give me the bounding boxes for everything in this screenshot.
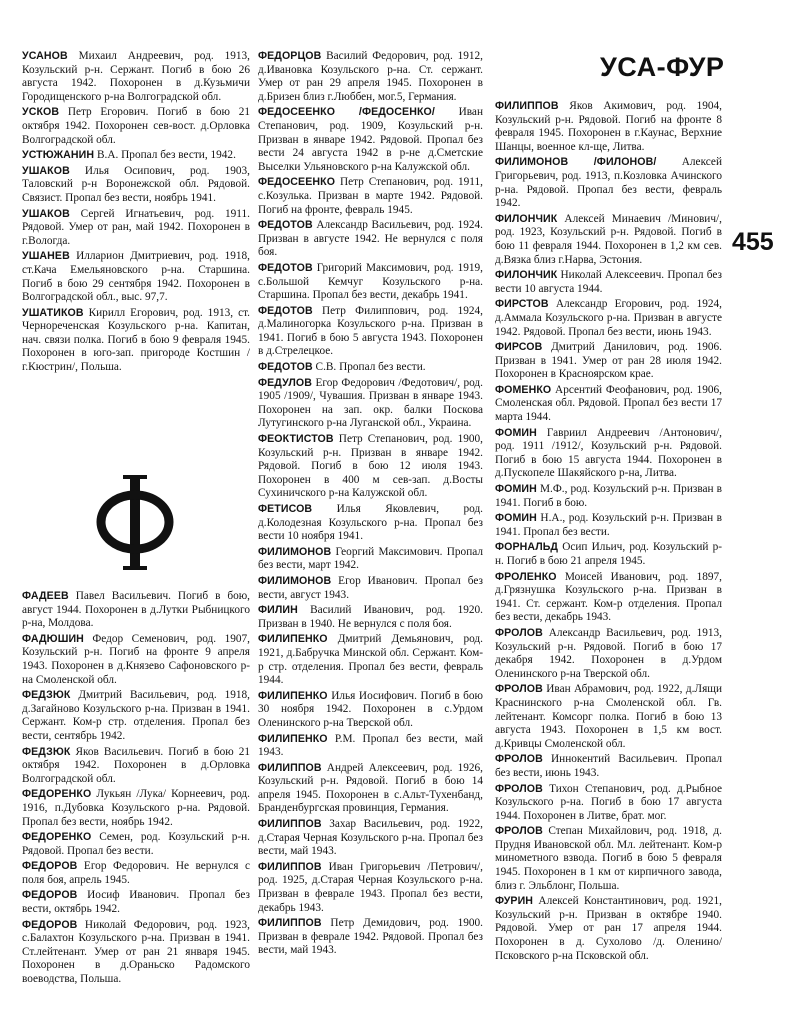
entry-surname: УШАКОВ — [22, 164, 70, 177]
entry-details: Андрей Алексеевич, род. 1926, Козульский р-н. Рядовой. Погиб в бою 14 апреля 1945. Похоронен в с.Альт-Тухенбанд, Бранденбургская провинция, Германия. — [258, 761, 483, 815]
entry-surname: ФИЛИППОВ — [258, 860, 322, 873]
entry — [495, 269, 722, 296]
entry-surname: ФЕДОТОВ — [258, 261, 313, 274]
entry-details: Василий Иванович, род. 1920. Призван в 1940. Не вернулся с поля боя. — [258, 604, 483, 630]
entry-details: Петр Филиппович, род. 1924, д.Малиногорка Козульского р-на. Призван в 1941. Погиб в бою 5 августа 1943. Похоронен в д.Стрелецкое. — [258, 304, 484, 358]
entry — [258, 50, 483, 104]
entry-details: Василий Федорович, род. 1912, д.Ивановка Козульского р-на. Ст. сержант. Умер от ран 29 апреля 1945. Похоронен в д.Бризен близ г.Люббен, мог.5, Германия. — [258, 50, 483, 103]
entry-details: Сергей Игнатьевич, род. 1911. Рядовой. Умер от ран, май 1942. Похоронен в г.Вологда. — [22, 207, 250, 247]
entry-details: Егор Федорович. Не вернулся с поля боя, апрель 1945. — [22, 860, 250, 886]
entry — [258, 106, 483, 174]
entry — [495, 571, 722, 625]
entry-surname: ФОМЕНКО — [495, 383, 552, 396]
entry-surname: ФЕДОТОВ — [258, 219, 313, 232]
entry — [258, 690, 483, 731]
entry-details: Семен, род. Козульский р-н. Рядовой. Пропал без вести. — [22, 831, 250, 857]
entry — [258, 305, 483, 359]
entry-surname: УШАНЕВ — [22, 250, 70, 263]
entry-surname: ФРОЛОВ — [495, 825, 543, 838]
entry-details: Р.М. Пропал без вести, май 1943. — [258, 732, 484, 759]
entry — [258, 604, 483, 631]
column-1-section-f — [22, 590, 250, 989]
entry-surname: ФЕОКТИСТОВ — [258, 433, 334, 446]
entry-surname: ФЕДОТОВ — [258, 361, 313, 374]
entry — [495, 753, 722, 780]
entry-details: Степан Михайлович, род. 1918, д. Прудня Ивановской обл. Мл. лейтенант. Ком-р минометного взвода. Погиб в бою 5 февраля 1945. Похоронен в 1 км от кирпичного завода, близ г. Эльблонг, Польша. — [495, 825, 722, 892]
entry-surname: ФИЛИН — [258, 604, 298, 617]
entry-surname: ФАДЮШИН — [22, 632, 84, 645]
entry-details: Федор Семенович, род. 1907, Козульский р-н. Погиб на фронте 9 апреля 1943. Похоронен в д.Князево Сафоновского р-на Смоленской обл. — [22, 632, 250, 686]
column-3 — [495, 100, 722, 965]
entry-surname: ФЕДЗЮК — [22, 689, 71, 702]
page-header-range: УСА-ФУР — [600, 52, 725, 82]
entry-surname: ФОМИН — [495, 426, 537, 439]
section-letter-ef — [95, 475, 175, 570]
entry — [258, 861, 483, 915]
entry — [22, 50, 250, 104]
entry-details: Егор Федорович /Федотович/, род. 1905 /1909/, Чувашия. Призван в январе 1943. Похоронен на зап. окр. балки Поскова Лутугинского р-на Луганской обл., Украина. — [258, 376, 483, 430]
entry-details: Георгий Максимович. Пропал без вести, март 1942. — [258, 545, 483, 572]
entry — [22, 831, 250, 858]
entry — [258, 433, 483, 501]
entry — [495, 427, 722, 481]
entry — [495, 213, 722, 267]
entry — [258, 762, 483, 816]
entry-details: Моисей Иванович, род. 1897, д.Грязнушка Козульского р-на. Призван в 1941. Ст. сержант. Ком-р отделения. Пропал без вести, декабрь 1943. — [495, 570, 722, 624]
entry-details: Григорий Максимович, род. 1919, с.Большой Кемчуг Козульского р-на. Старшина. Пропал без вести, декабрь 1941. — [258, 261, 483, 302]
entry — [22, 746, 250, 787]
entry-surname: ФИРСОВ — [495, 341, 543, 354]
entry — [22, 919, 250, 987]
entry-surname: ФОМИН — [495, 483, 537, 496]
entry-surname: ФЕДОРОВ — [22, 918, 78, 931]
entry-surname: ФЕДУЛОВ — [258, 376, 312, 389]
entry — [258, 176, 483, 217]
entry-details: Петр Егорович. Погиб в бою 21 октября 1942. Похоронен сев-вост. д.Орловка Волгоградской обл. — [22, 106, 250, 146]
entry-details: Петр Демидович, род. 1900. Призван в феврале 1942. Рядовой. Пропал без вести, май 1943. — [258, 917, 483, 957]
entry-surname: ФИЛИПЕНКО — [258, 732, 328, 745]
entry-surname: ФЕДОРОВ — [22, 889, 78, 902]
entry — [495, 298, 722, 339]
entry-surname: ФРОЛОВ — [495, 683, 543, 696]
entry-surname: ФИЛИМОНОВ — [258, 574, 332, 587]
entry — [258, 219, 483, 260]
entry-details: Павел Васильевич. Погиб в бою, август 1944. Похоронен в д.Лутки Рыбницкого р-на, Молдова. — [22, 590, 250, 630]
entry — [495, 627, 722, 681]
entry — [495, 483, 722, 510]
entry-surname: ФИЛИППОВ — [258, 917, 322, 930]
entry-surname: ФИЛИПЕНКО — [258, 633, 328, 646]
entry-surname: УШАКОВ — [22, 207, 70, 220]
entry — [495, 783, 722, 824]
entry — [495, 384, 722, 425]
entry-surname: ФИЛИППОВ — [258, 761, 322, 774]
entry-details: Михаил Андреевич, род. 1913, Козульский р-н. Сержант. Погиб в бою 26 августа 1942. Похоронен в д.Кузьмичи Городищенского р-на Волгоградской обл. — [22, 50, 250, 103]
entry — [495, 100, 722, 154]
entry-surname: ФРОЛОВ — [495, 782, 543, 795]
entry-surname: ФАДЕЕВ — [22, 590, 69, 602]
entry-surname: ФИЛИППОВ — [258, 818, 322, 831]
entry — [258, 633, 483, 687]
entry-details: Николай Алексеевич. Пропал без вести 10 августа 1944. — [495, 269, 722, 295]
entry-details: Александр Васильевич, род. 1913, Козульский р-н. Рядовой. Погиб в бою 17 декабря 1942. Похоронен в д.Урдом Оленинского р-на Тверской обл. — [495, 626, 722, 680]
entry-details: Иван Григорьевич /Петрович/, род. 1925, д.Старая Черная Козульского р-на. Призван в феврале 1943. Пропал без вести, декабрь 1943. — [258, 860, 484, 914]
entry-surname: ФЕТИСОВ — [258, 503, 313, 515]
entry — [495, 541, 722, 568]
entry — [22, 149, 250, 163]
entry — [258, 546, 483, 573]
entry-surname: УСТЮЖАНИН — [22, 149, 95, 162]
entry-surname: ФИЛИМОНОВ /ФИЛОНОВ/ — [495, 156, 657, 169]
entry-surname: ФОМИН — [495, 512, 537, 525]
column-2 — [258, 50, 483, 960]
entry-surname: ФЕДОСЕЕНКО /ФЕДОСЕНКО/ — [258, 106, 435, 119]
entry — [258, 733, 483, 760]
entry-details: Н.А., род. Козульский р-н. Призван в 1941. Пропал без вести. — [495, 512, 722, 538]
entry-details: С.В. Пропал без вести. — [315, 361, 426, 374]
entry-surname: ФЕДЗЮК — [22, 745, 71, 758]
page-number: 455 — [732, 228, 774, 256]
entry — [258, 503, 483, 544]
entry-details: Лукьян /Лука/ Корнеевич, род. 1916, п.Дубовка Козульского р-на. Рядовой. Пропал без вести, ноябрь 1942. — [22, 788, 250, 828]
entry-surname: ФИЛИППОВ — [495, 100, 559, 112]
entry-surname: ФИЛОНЧИК — [495, 269, 558, 282]
entry — [495, 895, 722, 963]
entry-details: Николай Федорович, род. 1923, с.Балахтон Козульского р-на. Призван в 1941. Ст.лейтенант. Умер от ран 21 января 1945. Похоронен в д.Ораньско Радомского воеводства, Польша. — [22, 918, 250, 986]
entry-surname: ФИЛОНЧИК — [495, 212, 558, 225]
entry — [258, 262, 483, 303]
entry-details: Иван Степанович, род. 1909, Козульский р-н. Призван в январе 1942. Рядовой. Пропал без вести 24 августа 1942 в р-не д.Сметские Выселки Ульяновского р-на Калужской обл. — [258, 106, 483, 173]
entry — [495, 683, 722, 751]
entry — [258, 575, 483, 602]
entry-details: Яков Акимович, род. 1904, Козульский р-н. Рядовой. Погиб на фронте 8 февраля 1945. Похоронен в г.Каунас, Верхние Шанцы, военное кл-ще, Литва. — [495, 100, 722, 153]
entry — [495, 825, 722, 893]
entry-details: Захар Васильевич, род. 1922, д.Старая Черная Козульского р-на. Пропал без вести, май 1943. — [258, 818, 483, 858]
entry — [258, 818, 483, 859]
entry-details: В.А. Пропал без вести, 1942. — [96, 149, 236, 162]
entry — [22, 633, 250, 687]
entry-surname: ФРОЛОВ — [495, 753, 543, 766]
entry — [22, 590, 250, 631]
entry-details: Арсентий Феофанович, род. 1906, Смоленская обл. Рядовой. Пропал без вести 17 марта 1944. — [495, 383, 722, 424]
entry-surname: ФЕДОРЕНКО — [22, 831, 92, 844]
entry-surname: ФОРНАЛЬД — [495, 541, 559, 554]
entry-surname: ФЕДОРОВ — [22, 860, 78, 873]
entry-details: Алексей Григорьевич, род. 1913, п.Козловка Ачинского р-на. Рядовой. Пропал без вести, февраль 1942. — [495, 156, 722, 210]
entry — [258, 917, 483, 958]
entry — [495, 156, 722, 210]
entry-surname: УШАТИКОВ — [22, 306, 84, 319]
entry-surname: ФРОЛОВ — [495, 626, 543, 639]
entry-surname: ФРОЛЕНКО — [495, 570, 557, 583]
entry-details: Дмитрий Данилович, род. 1906. Призван в 1941. Умер от ран 28 июля 1942. Похоронен в Красноярском крае. — [495, 341, 722, 381]
entry-details: Илларион Дмитриевич, род. 1918, ст.Кача Емельяновского р-на. Старшина. Погиб в бою 29 сентября 1942. Похоронен в Волгоградской обл., выс. 97,7. — [22, 250, 251, 304]
entry-details: Петр Степанович, род. 1911, с.Козулька. Призван в марте 1942. Рядовой. Погиб на фронте, февраль 1945. — [258, 176, 483, 216]
column-1 — [22, 50, 250, 377]
entry-details: Александр Васильевич, род. 1924. Призван в августе 1942. Не вернулся с поля боя. — [258, 219, 484, 259]
entry-details: Иван Абрамович, род. 1922, д.Лящи Краснинского р-на Смоленской обл. Гв. лейтенант. Комсорг полка. Погиб в бою 13 августа 1943. Похоронен в 1,5 км вост. д.Кривцы Смоленской обл. — [495, 683, 723, 750]
entry — [258, 361, 483, 375]
entry-details: М.Ф., род. Козульский р-н. Призван в 1941. Погиб в бою. — [495, 483, 722, 509]
entry-surname: ФИЛИМОНОВ — [258, 545, 332, 558]
entry-details: Кирилл Егорович, род. 1913, ст. Чернореченская Козульского р-на. Капитан, нач. связи полка. Погиб в бою 9 февраля 1945. Похоронен в юго-зап. пригороде Костшин /г.Кюстрин/, Польша. — [22, 306, 250, 374]
entry — [22, 250, 250, 304]
entry-surname: ФУРИН — [495, 895, 534, 908]
entry-surname: ФЕДОСЕЕНКО — [258, 176, 336, 189]
entry — [22, 889, 250, 916]
entry-details: Илья Иосифович. Погиб в бою 30 ноября 1942. Похоронен в с.Урдом Оленинского р-на Тверской обл. — [258, 689, 483, 729]
entry-details: Илья Яковлевич, род. д.Колодезная Козульского р-на. Пропал без вести 10 ноября 1941. — [258, 503, 484, 543]
entry-details: Осип Ильич, род. Козульский р-н. Погиб в бою 21 апреля 1945. — [495, 541, 722, 567]
entry-details: Иосиф Иванович. Пропал без вести, октябрь 1942. — [22, 889, 251, 916]
entry-details: Алексей Константинович, род. 1921, Козульский р-н. Призван в октябре 1940. Рядовой. Умер от ран 17 апреля 1944. Похоронен в д. Сухолово /д. Оленино/ Псковского р-на Псковской обл. — [495, 895, 722, 962]
entry — [22, 165, 250, 206]
entry — [22, 860, 250, 887]
entry — [22, 788, 250, 829]
entry — [258, 377, 483, 431]
entry-details: Тихон Степанович, род. д.Рыбное Козульского р-на. Погиб в бою 17 августа 1944. Похоронен в Литве, брат. мог. — [495, 782, 722, 822]
entry-surname: ФИЛИПЕНКО — [258, 689, 328, 702]
entry-surname: УСАНОВ — [22, 50, 68, 62]
entry-details: Петр Степанович, род. 1900, Козульский р-н. Призван в январе 1942. Рядовой. Погиб в бою 12 июля 1943. Похоронен в 400 м сев-зап. д.Восты Сухиничского р-на Калужской обл. — [258, 433, 483, 500]
entry-details: Егор Иванович. Пропал без вести, август 1943. — [258, 574, 483, 601]
entry-details: Дмитрий Васильевич, род. 1918, д.Загайново Козульского р-на. Призван в 1941. Сержант. Ком-р стр. отделения. Пропал без вести, сентябрь 1942. — [22, 689, 250, 742]
entry — [22, 307, 250, 375]
entry — [495, 341, 722, 382]
entry-details: Илья Осипович, род. 1903, Таловский р-н Воронежской обл. Рядовой. Связист. Пропал без вести, ноябрь 1941. — [22, 164, 250, 204]
entry — [22, 208, 250, 249]
entry-details: Иннокентий Васильевич. Пропал без вести, июнь 1943. — [495, 753, 723, 779]
entry-surname: УСКОВ — [22, 106, 60, 119]
entry — [22, 689, 250, 743]
entry — [495, 512, 722, 539]
entry-surname: ФИРСТОВ — [495, 298, 549, 311]
entry-details: Яков Васильевич. Погиб в бою 21 октября 1942. Похоронен в д.Орловка Волгоградской обл. — [22, 745, 250, 785]
entry-surname: ФЕДОРЦОВ — [258, 50, 322, 62]
entry-details: Дмитрий Демьянович, род. 1921, д.Бабручка Минской обл. Сержант. Ком-р стр. отделения. Пропал без вести, февраль 1944. — [258, 633, 484, 687]
entry-details: Алексей Минаевич /Минович/, род. 1923, Козульский р-н. Рядовой. Погиб в бою 11 февраля 1944. Похоронен в 1,2 км сев. д.Вязка близ г.Нарва, Эстония. — [495, 212, 722, 266]
entry-details: Александр Егорович, род. 1924, д.Аммала Козульского р-на. Призван в августе 1942. Рядовой. Пропал без вести, июнь 1943. — [495, 298, 722, 338]
entry-surname: ФЕДОРЕНКО — [22, 788, 92, 801]
entry — [22, 106, 250, 147]
entry-details: Гавриил Андреевич /Антонович/, род. 1911 /1912/, Козульский р-н. Рядовой. Погиб в бою 15 августа 1944. Похоронен в д.Пускопеле Шакяйского р-на, Литва. — [495, 426, 723, 480]
entry-surname: ФЕДОТОВ — [258, 304, 313, 317]
